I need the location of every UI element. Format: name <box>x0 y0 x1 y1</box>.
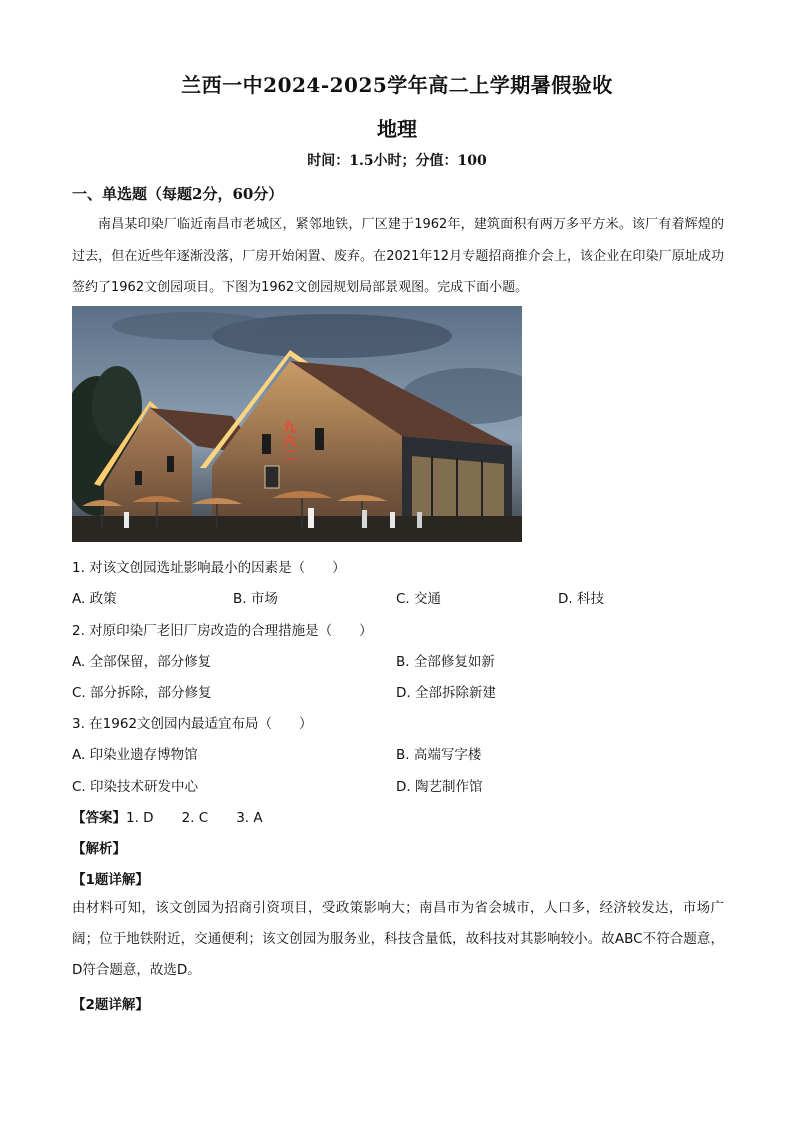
q1-detail-heading: 【1题详解】 <box>72 872 149 888</box>
exam-title: 兰西一中2024-2025学年高二上学期暑假验收 <box>181 73 613 97</box>
question-1-option-b: B. 市场 <box>233 591 278 607</box>
analysis-label: 【解析】 <box>72 841 126 857</box>
question-1-option-d: D. 科技 <box>558 591 604 607</box>
subject-title: 地理 <box>377 117 417 141</box>
building-sign-text: 九六二 <box>283 421 297 464</box>
q2-detail-heading: 【2题详解】 <box>72 997 149 1013</box>
reading-passage: 南昌某印染厂临近南昌市老城区，紧邻地铁，厂区建于1962年，建筑面积有两万多平方米。该厂有着辉煌的过去，但在近些年逐渐没落，厂房开始闲置、废弃。在2021年12月专题招商推介会上，该企业在印染厂原址成功签约了1962文创园项目。下图为1962文创园规划局部景观图。完成下面小题。 <box>72 217 724 295</box>
question-2-option-c: C. 部分拆除，部分修复 <box>72 685 212 701</box>
question-3-option-b: B. 高端写字楼 <box>396 747 482 763</box>
exam-meta: 时间：1.5小时；分值：100 <box>307 153 487 169</box>
question-1-option-c: C. 交通 <box>396 591 442 607</box>
answer-line <box>72 806 263 826</box>
question-2-option-a: A. 全部保留，部分修复 <box>72 654 212 670</box>
question-1-option-a: A. 政策 <box>72 591 117 607</box>
question-3-stem: 3. 在1962文创园内最适宜布局（ ） <box>72 716 313 732</box>
question-3-option-c: C. 印染技术研发中心 <box>72 779 199 795</box>
answer-2: 2. C <box>181 810 209 826</box>
question-2-option-b: B. 全部修复如新 <box>396 654 495 670</box>
answer-label: 【答案】 <box>72 810 126 826</box>
q1-detail-text: 由材料可知，该文创园为招商引资项目，受政策影响大；南昌市为省会城市，人口多，经济较发达，市场广阔；位于地铁附近，交通便利；该文创园为服务业，科技含量低，故科技对其影响较小。故ABC不符合题意，D符合题意，故选D。 <box>72 900 724 978</box>
section-heading: 一、单选题（每题2分，60分） <box>72 185 284 203</box>
answer-1: 1. D <box>126 810 154 826</box>
question-1-stem: 1. 对该文创园选址影响最小的因素是（ ） <box>72 560 346 576</box>
answer-3: 3. A <box>236 810 263 826</box>
question-2-stem: 2. 对原印染厂老旧厂房改造的合理措施是（ ） <box>72 623 373 639</box>
creative-park-photo <box>72 306 522 542</box>
question-2-option-d: D. 全部拆除新建 <box>396 685 496 701</box>
question-3-option-a: A. 印染业遗存博物馆 <box>72 747 198 763</box>
question-3-option-d: D. 陶艺制作馆 <box>396 779 483 795</box>
